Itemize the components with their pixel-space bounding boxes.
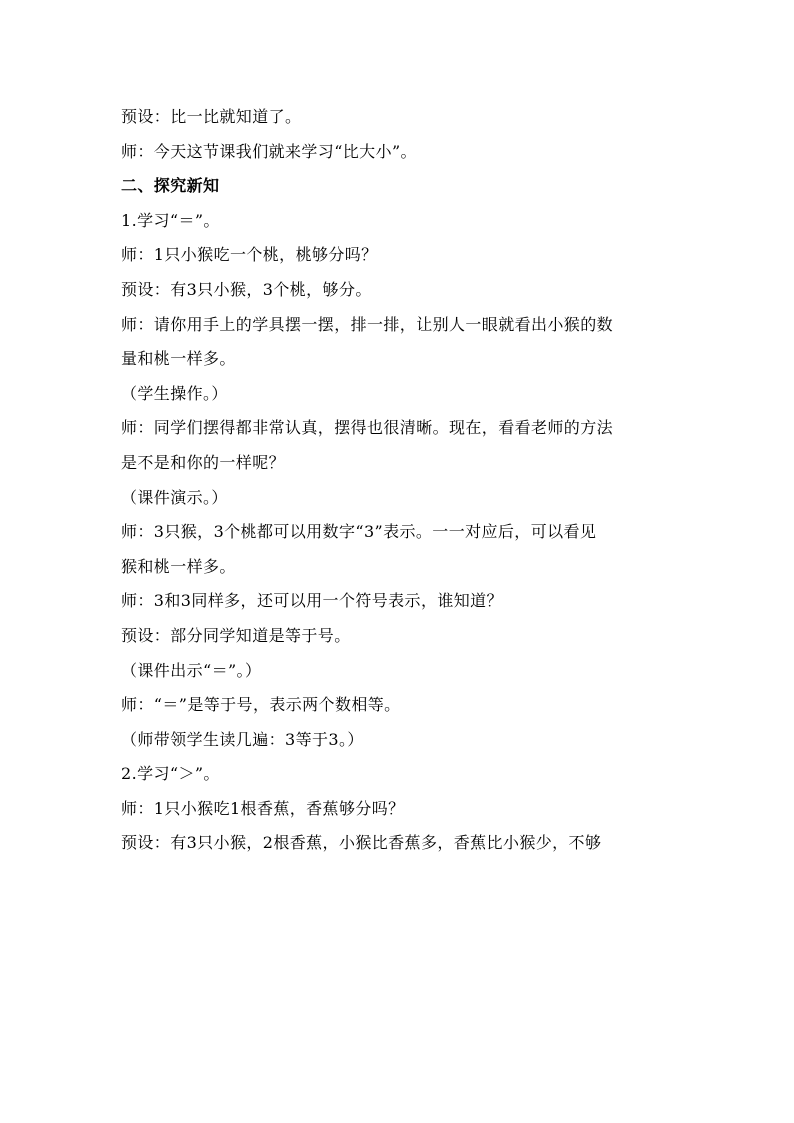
text-line: 猴和桃一样多。 — [121, 556, 236, 576]
text-line: 师：今天这节课我们就来学习“比大小”。 — [121, 141, 417, 161]
text-line: 师：3和3同样多，还可以用一个符号表示，谁知道？ — [121, 591, 503, 611]
text-line: 师：请你用手上的学具摆一摆，排一排，让别人一眼就看出小猴的数 — [121, 314, 614, 334]
text-line: 预设：比一比就知道了。 — [121, 107, 302, 126]
text-line: （课件出示“＝”。） — [121, 660, 262, 680]
text-line: 是不是和你的一样呢？ — [121, 452, 286, 472]
text-line: 预设：部分同学知道是等于号。 — [121, 625, 351, 645]
text-line: 师：“＝”是等于号，表示两个数相等。 — [121, 695, 401, 715]
section-heading: 二、探究新知 — [121, 176, 220, 196]
text-line: 师：1只小猴吃1根香蕉，香蕉够分吗？ — [121, 798, 405, 818]
text-line: （师带领学生读几遍：3等于3。） — [121, 729, 364, 749]
text-line: （学生操作。） — [121, 383, 228, 403]
text-line: 预设：有3只小猴，2根香蕉，小猴比香蕉多，香蕉比小猴少，不够 — [121, 833, 602, 853]
text-line: （课件演示。） — [121, 487, 228, 507]
text-line: 量和桃一样多。 — [121, 349, 236, 369]
text-line: 师：1只小猴吃一个桃，桃够分吗？ — [121, 245, 378, 265]
text-line: 预设：有3只小猴，3个桃，够分。 — [121, 279, 372, 299]
text-line: 师：同学们摆得都非常认真，摆得也很清晰。现在，看看老师的方法 — [121, 418, 614, 438]
document-body — [121, 100, 681, 861]
subsection-heading: 1.学习“＝”。 — [121, 210, 220, 230]
text-line: 师：3只猴，3个桃都可以用数字“3”表示。一一对应后，可以看见 — [121, 522, 597, 542]
subsection-heading: 2.学习“＞”。 — [121, 764, 220, 784]
